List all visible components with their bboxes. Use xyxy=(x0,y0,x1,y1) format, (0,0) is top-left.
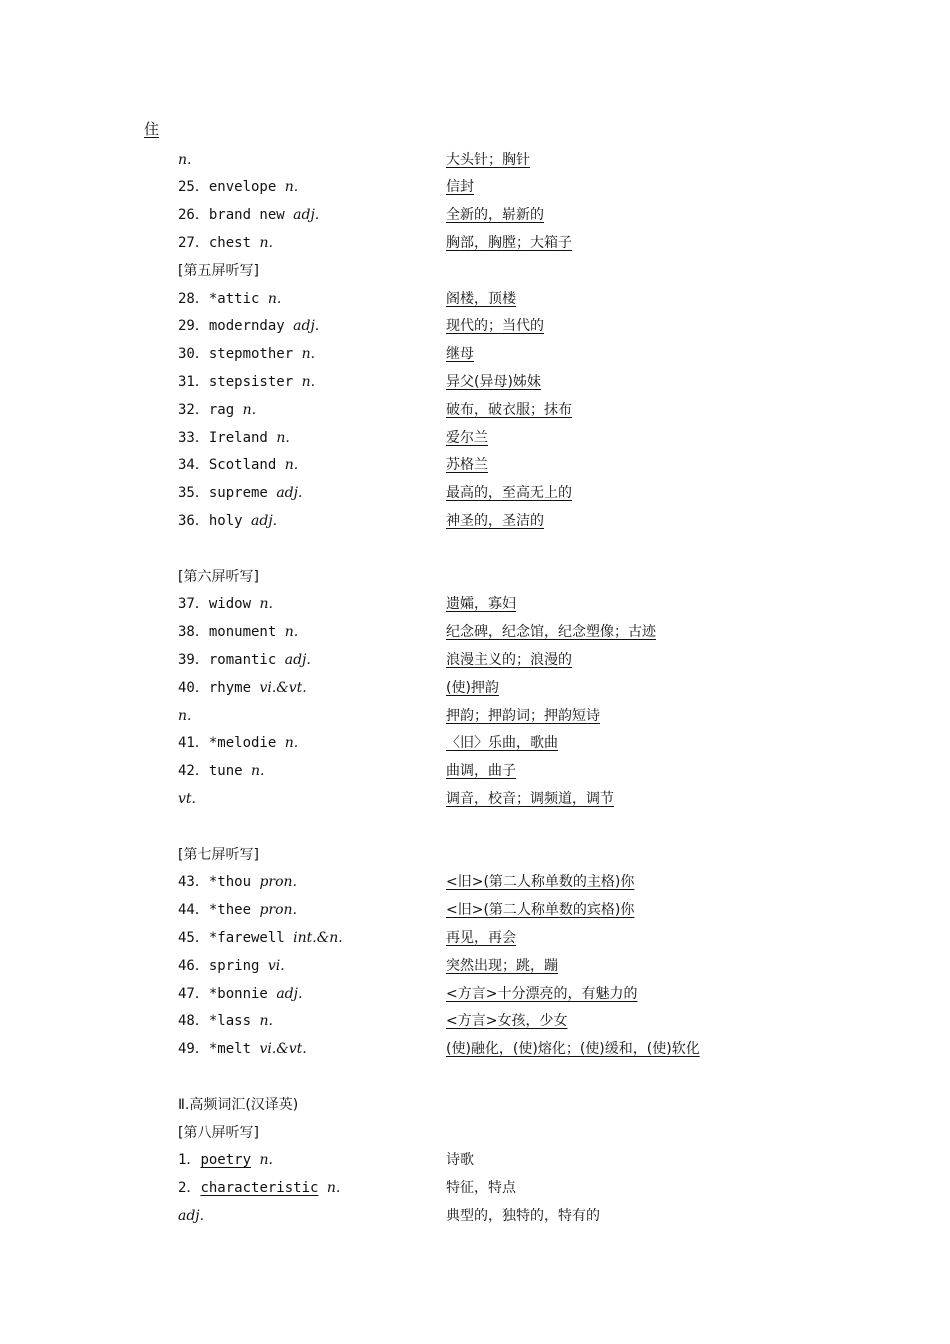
entry-number: 48． xyxy=(178,1013,209,1030)
entry-english xyxy=(178,981,302,1009)
entry-part-of-speech: n. xyxy=(301,346,316,363)
vocab-entry xyxy=(0,174,950,202)
entry-word: *lass xyxy=(208,1013,252,1030)
entry-number: 46． xyxy=(178,957,209,974)
entry-part-of-speech: adj. xyxy=(276,985,303,1002)
vocab-entry xyxy=(0,591,950,619)
entry-meaning: 遗孀，寡妇 xyxy=(446,596,516,613)
entry-word: *bonnie xyxy=(208,985,268,1002)
entry-english xyxy=(178,369,315,397)
vocab-entry xyxy=(0,425,950,453)
entry-part-of-speech: adj. xyxy=(284,651,311,668)
entry-part-of-speech: pron. xyxy=(259,874,298,891)
entry-meaning: 阁楼，顶楼 xyxy=(446,290,516,307)
entry-meaning: 押韵；押韵词；押韵短诗 xyxy=(446,707,600,724)
entry-word: holy xyxy=(208,512,243,529)
entry-meaning: <旧>(第二人称单数的宾格)你 xyxy=(446,902,635,919)
entry-part-of-speech: adj. xyxy=(251,512,278,529)
vocab-entry xyxy=(0,869,950,897)
entry-english xyxy=(178,869,297,897)
entry-meaning: 典型的，独特的，特有的 xyxy=(446,1207,600,1224)
blank-line xyxy=(0,1064,950,1092)
entry-number: 44． xyxy=(178,902,209,919)
entry-word: *attic xyxy=(208,290,260,307)
entry-word: widow xyxy=(208,596,252,613)
entry-part-of-speech: adj. xyxy=(293,207,320,224)
entry-part-of-speech: vt. xyxy=(178,790,196,807)
entry-word: spring xyxy=(208,957,260,974)
entry-word: *thou xyxy=(208,874,252,891)
entry-word: poetry xyxy=(200,1152,252,1169)
entry-word: rag xyxy=(208,401,235,418)
entry-meaning: <旧>(第二人称单数的主格)你 xyxy=(446,874,635,891)
vocab-entry xyxy=(0,369,950,397)
entry-part-of-speech: vi.&vt. xyxy=(259,679,307,696)
section-heading xyxy=(0,1120,950,1148)
entry-word: characteristic xyxy=(200,1180,319,1197)
section-heading-text: [第六屏听写] xyxy=(178,568,259,585)
entry-english xyxy=(178,452,298,480)
entry-meaning: 异父(异母)姊妹 xyxy=(446,373,541,390)
entry-english xyxy=(178,341,315,369)
section-heading-text: [第七屏听写] xyxy=(178,846,259,863)
entry-meaning: 爱尔兰 xyxy=(446,429,488,446)
entry-number: 29． xyxy=(178,318,209,335)
entry-english xyxy=(178,286,281,314)
entry-number: 26． xyxy=(178,207,209,224)
vocab-entry xyxy=(0,1147,950,1175)
entry-part-of-speech: n. xyxy=(259,1013,273,1030)
entry-english xyxy=(178,1008,273,1036)
entry-number: 30． xyxy=(178,346,209,363)
entry-number: 49． xyxy=(178,1041,209,1058)
entry-meaning: 〈旧〉乐曲，歌曲 xyxy=(446,735,558,752)
entry-part-of-speech: n. xyxy=(284,735,299,752)
entry-meaning: 最高的，至高无上的 xyxy=(446,485,572,502)
entry-word: envelope xyxy=(208,179,277,196)
entry-english xyxy=(178,619,298,647)
entry-meaning: 曲调，曲子 xyxy=(446,763,516,780)
vocab-entry xyxy=(0,925,950,953)
vocab-entry xyxy=(0,397,950,425)
entry-word: brand new xyxy=(208,207,285,224)
entry-part-of-speech: n. xyxy=(284,179,299,196)
vocab-entry xyxy=(0,1175,950,1203)
entry-part-of-speech: n. xyxy=(301,373,316,390)
entry-meaning: 调音，校音；调频道，调节 xyxy=(446,790,614,807)
blank-line xyxy=(0,536,950,564)
entry-number: 31． xyxy=(178,373,209,390)
entry-english xyxy=(178,591,273,619)
vocab-entry xyxy=(0,953,950,981)
entry-english xyxy=(178,480,302,508)
entry-part-of-speech: adj. xyxy=(276,485,303,502)
entry-word: *thee xyxy=(208,902,252,919)
entry-number: 38． xyxy=(178,624,209,641)
entry-number: 1． xyxy=(178,1152,201,1169)
entry-english xyxy=(178,1147,273,1175)
vocab-entry xyxy=(0,202,950,230)
entry-meaning: 破布，破衣服；抹布 xyxy=(446,401,572,418)
entry-number: 33． xyxy=(178,429,209,446)
entry-part-of-speech: n. xyxy=(326,1180,341,1197)
entry-part-of-speech: n. xyxy=(276,429,290,446)
entry-part-of-speech: vi. xyxy=(267,957,285,974)
entry-number: 35． xyxy=(178,485,209,502)
entry-english xyxy=(178,897,297,925)
entry-part-of-speech: n. xyxy=(259,596,273,613)
section-heading xyxy=(0,842,950,870)
vocab-entry xyxy=(0,1203,950,1231)
entry-english xyxy=(178,230,273,258)
entry-meaning: <方言>女孩，少女 xyxy=(446,1013,568,1030)
vocab-entry xyxy=(0,147,950,175)
entry-part-of-speech: adj. xyxy=(178,1207,205,1224)
vocab-entry xyxy=(0,758,950,786)
entry-part-of-speech: n. xyxy=(251,763,265,780)
entry-part-of-speech: n. xyxy=(242,401,257,418)
entry-meaning: <方言>十分漂亮的，有魅力的 xyxy=(446,985,638,1002)
entry-english xyxy=(178,1175,340,1203)
entry-english xyxy=(178,397,256,425)
vocab-entry xyxy=(0,675,950,703)
section-heading xyxy=(0,1092,950,1120)
entry-number: 2． xyxy=(178,1180,201,1197)
vocab-entry xyxy=(0,452,950,480)
section-heading-text: [第五屏听写] xyxy=(178,262,259,279)
blank-line xyxy=(0,814,950,842)
vocab-entry xyxy=(0,1036,950,1064)
entry-english xyxy=(178,174,298,202)
entry-number: 34． xyxy=(178,457,209,474)
entry-word: romantic xyxy=(208,651,277,668)
entry-word: modernday xyxy=(208,318,285,335)
entry-meaning: 胸部，胸膛；大箱子 xyxy=(446,234,572,251)
entry-meaning: 神圣的，圣洁的 xyxy=(446,512,544,529)
vocab-entry xyxy=(0,730,950,758)
entry-meaning: 诗歌 xyxy=(446,1152,474,1169)
entry-english xyxy=(178,647,311,675)
entry-english xyxy=(178,953,285,981)
entry-number: 41． xyxy=(178,735,209,752)
entry-part-of-speech: n. xyxy=(284,457,299,474)
entry-number: 37． xyxy=(178,596,209,613)
entry-english xyxy=(178,313,319,341)
entry-meaning: 继母 xyxy=(446,346,474,363)
entry-number: 28． xyxy=(178,290,209,307)
vocab-entry xyxy=(0,1008,950,1036)
vocab-entry xyxy=(0,703,950,731)
entry-part-of-speech: pron. xyxy=(259,902,298,919)
entry-english xyxy=(178,202,319,230)
entry-number: 43． xyxy=(178,874,209,891)
entry-part-of-speech: adj. xyxy=(293,318,320,335)
entry-number: 32． xyxy=(178,401,209,418)
entry-meaning: (使)融化，(使)熔化；(使)缓和，(使)软化 xyxy=(446,1041,700,1058)
entry-part-of-speech: n. xyxy=(267,290,282,307)
entry-number: 40． xyxy=(178,679,209,696)
vocab-entry xyxy=(0,286,950,314)
entry-word: *melt xyxy=(208,1041,252,1058)
entry-word: Scotland xyxy=(208,457,277,474)
entry-meaning: 大头针；胸针 xyxy=(446,151,530,168)
entry-english xyxy=(178,147,191,175)
top-fragment: 住 xyxy=(144,120,160,138)
entry-word: monument xyxy=(208,624,277,641)
entry-english xyxy=(178,786,196,814)
entry-part-of-speech: n. xyxy=(178,707,192,724)
entry-number: 27． xyxy=(178,234,209,251)
entry-number: 39． xyxy=(178,651,209,668)
vocab-entry xyxy=(0,897,950,925)
entry-meaning: 苏格兰 xyxy=(446,457,488,474)
vocab-entry xyxy=(0,619,950,647)
section-heading xyxy=(0,258,950,286)
entry-meaning: 特征，特点 xyxy=(446,1180,516,1197)
entry-word: chest xyxy=(208,234,252,251)
entry-word: stepmother xyxy=(208,346,294,363)
entry-part-of-speech: int.&n. xyxy=(293,929,343,946)
entry-part-of-speech: vi.&vt. xyxy=(259,1041,307,1058)
entry-english xyxy=(178,508,277,536)
entry-english xyxy=(178,730,298,758)
entry-english xyxy=(178,703,191,731)
entry-word: supreme xyxy=(208,485,268,502)
entry-meaning: 突然出现；跳，蹦 xyxy=(446,957,558,974)
entry-part-of-speech: n. xyxy=(259,1152,273,1169)
entry-english xyxy=(178,675,307,703)
entry-meaning: 全新的，崭新的 xyxy=(446,207,544,224)
entry-meaning: 纪念碑，纪念馆，纪念塑像；古迹 xyxy=(446,624,656,641)
entry-part-of-speech: n. xyxy=(178,151,192,168)
entry-part-of-speech: n. xyxy=(284,624,299,641)
entry-meaning: 现代的；当代的 xyxy=(446,318,544,335)
entry-word: Ireland xyxy=(208,429,268,446)
entry-word: tune xyxy=(208,763,243,780)
vocab-entry xyxy=(0,647,950,675)
entry-word: *farewell xyxy=(208,929,285,946)
entry-number: 47． xyxy=(178,985,209,1002)
vocab-entry xyxy=(0,313,950,341)
entry-word: *melodie xyxy=(208,735,277,752)
entry-english xyxy=(178,1203,204,1231)
entry-meaning: 信封 xyxy=(446,179,474,196)
entry-word: stepsister xyxy=(208,373,294,390)
vocab-entry xyxy=(0,230,950,258)
entry-english xyxy=(178,925,343,953)
section-heading-text: [第八屏听写] xyxy=(178,1124,259,1141)
entry-word: rhyme xyxy=(208,679,252,696)
entry-english xyxy=(178,1036,307,1064)
entry-number: 36． xyxy=(178,512,209,529)
vocab-entry xyxy=(0,341,950,369)
vocab-entry xyxy=(0,508,950,536)
entry-english xyxy=(178,758,264,786)
section-heading-text: Ⅱ.高频词汇(汉译英) xyxy=(178,1096,299,1113)
entry-number: 25． xyxy=(178,179,209,196)
entry-meaning: 再见，再会 xyxy=(446,929,516,946)
vocab-entry xyxy=(0,480,950,508)
vocab-entry xyxy=(0,981,950,1009)
entry-meaning: 浪漫主义的；浪漫的 xyxy=(446,651,572,668)
entry-number: 45． xyxy=(178,929,209,946)
vocab-entry xyxy=(0,786,950,814)
entry-number: 42． xyxy=(178,763,209,780)
entry-meaning: (使)押韵 xyxy=(446,679,499,696)
section-heading xyxy=(0,564,950,592)
entry-english xyxy=(178,425,290,453)
entry-part-of-speech: n. xyxy=(259,234,273,251)
